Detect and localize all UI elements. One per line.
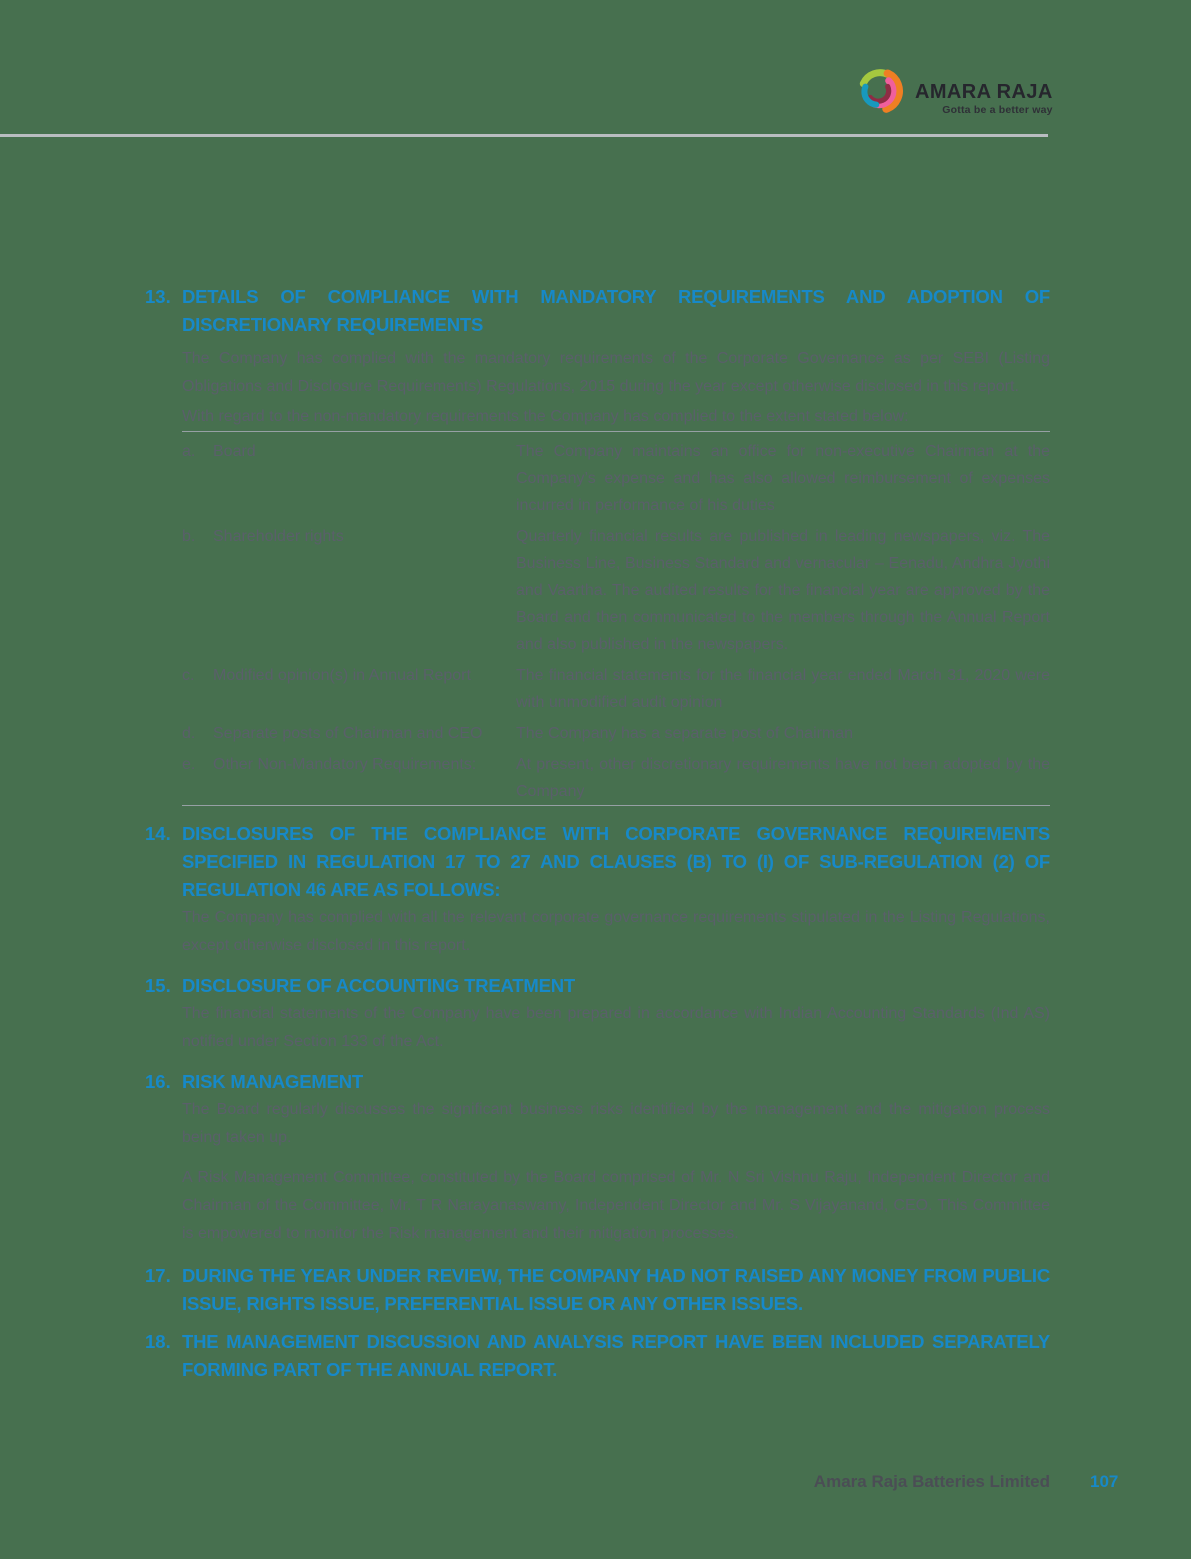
- page-footer: [0, 1472, 1191, 1502]
- row-value: Quarterly financial results are published in leading newspapers, viz. The Business Line, Business Standard and vernacular – Eenadu, Andhra Jyothi and Vaartha. The audited results for the financial year are approved by the Board and then communicated to the members through the Annual Report and also published in the newspapers.: [516, 528, 1050, 653]
- section-18: [145, 1328, 1050, 1384]
- table-row: [182, 662, 1050, 716]
- row-letter: e.: [182, 756, 196, 773]
- section-number: 18.: [145, 1331, 171, 1352]
- row-label: Other Non-Mandatory Requirements:: [213, 756, 477, 773]
- header-divider: [0, 134, 1048, 137]
- row-label: Separate posts of Chairman and CEO: [213, 725, 483, 742]
- row-value: The Company maintains an office for non-executive Chairman at the Company’s expense and has also allowed reimbursement of expenses incurred in performance of his duties: [516, 443, 1050, 514]
- section-paragraph: With regard to the non-mandatory requirements the Company has complied to the extent stated below:: [182, 408, 909, 425]
- row-value: The Company has a separate post of Chairman: [516, 725, 854, 742]
- brand-logo: [854, 62, 1053, 118]
- table-row: [182, 438, 1050, 519]
- footer-company-name: Amara Raja Batteries Limited: [813, 1472, 1050, 1491]
- section-heading: DURING THE YEAR UNDER REVIEW, THE COMPANY HAD NOT RAISED ANY MONEY FROM PUBLIC ISSUE, RIGHTS ISSUE, PREFERENTIAL ISSUE OR ANY OTHER ISSUES.: [182, 1265, 1050, 1314]
- footer-page-number: 107: [1090, 1472, 1119, 1491]
- brand-tagline: Gotta be a better way: [942, 104, 1053, 116]
- section-heading: DISCLOSURE OF ACCOUNTING TREATMENT: [182, 975, 575, 996]
- section-heading: DISCLOSURES OF THE COMPLIANCE WITH CORPORATE GOVERNANCE REQUIREMENTS SPECIFIED IN REGULATION 17 TO 27 AND CLAUSES (B) TO (I) OF SUB-REGULATION (2) OF REGULATION 46 ARE AS FOLLOWS:: [182, 823, 1050, 900]
- compliance-table: [182, 431, 1050, 806]
- section-paragraph: The financial statements of the Company have been prepared in accordance with Indian Accounting Standards (Ind AS) notified under Section 133 of the Act.: [182, 1005, 1050, 1050]
- row-value: At present, other discretionary requirements have not been adopted by the Company: [516, 756, 1050, 800]
- brand-text-block: [915, 64, 1053, 116]
- section-heading: RISK MANAGEMENT: [182, 1071, 363, 1092]
- row-value: The financial statements for the financial year ended March 31, 2020 were with unmodified audit opinion: [516, 667, 1050, 711]
- section-number: 16.: [145, 1071, 171, 1092]
- content-area: [145, 283, 1050, 1384]
- row-label: Board: [213, 443, 256, 460]
- row-label: Shareholder rights: [213, 528, 344, 545]
- section-15: [145, 972, 1050, 1056]
- row-letter: c.: [182, 667, 195, 684]
- section-16: [145, 1068, 1050, 1248]
- row-label: Modified opinion(s) in Annual Report: [213, 667, 471, 684]
- section-paragraph: The Company has complied with the mandatory requirements of the Corporate Governance as per SEBI (Listing Obligations and Disclosure Requirements) Regulations, 2015 during the year except otherwise disclosed in this report.: [182, 350, 1050, 395]
- amara-raja-swirl-icon: [854, 62, 906, 118]
- table-row: [182, 720, 1050, 747]
- section-heading: DETAILS OF COMPLIANCE WITH MANDATORY REQUIREMENTS AND ADOPTION OF DISCRETIONARY REQUIREMENTS: [182, 286, 1050, 335]
- section-number: 13.: [145, 286, 171, 307]
- section-14: [145, 820, 1050, 960]
- table-row: [182, 523, 1050, 658]
- row-letter: d.: [182, 725, 196, 742]
- section-paragraph: A Risk Management Committee, constituted by the Board comprised of Mr. N Sri Vishnu Raju, Independent Director and Chairman of the Committee, Mr. T R Narayanaswamy, Independent Director and Mr. S Vijayanand, CEO. This Committee is empowered to monitor the Risk management and their mitigation processes.: [182, 1169, 1050, 1242]
- row-letter: b.: [182, 528, 196, 545]
- section-number: 15.: [145, 975, 171, 996]
- section-13: [145, 283, 1050, 806]
- section-number: 14.: [145, 823, 171, 844]
- section-paragraph: The Company has complied with all the relevant corporate governance requirements stipulated in the Listing Regulations, except otherwise disclosed in this report.: [182, 909, 1050, 954]
- brand-name: AMARA RAJA: [915, 81, 1053, 103]
- section-heading: THE MANAGEMENT DISCUSSION AND ANALYSIS REPORT HAVE BEEN INCLUDED SEPARATELY FORMING PART OF THE ANNUAL REPORT.: [182, 1331, 1050, 1380]
- row-letter: a.: [182, 443, 196, 460]
- section-paragraph: The Board regularly discusses the significant business risks identified by the management and the mitigation process being taken up.: [182, 1101, 1050, 1146]
- section-number: 17.: [145, 1265, 171, 1286]
- section-17: [145, 1262, 1050, 1318]
- table-row: [182, 751, 1050, 805]
